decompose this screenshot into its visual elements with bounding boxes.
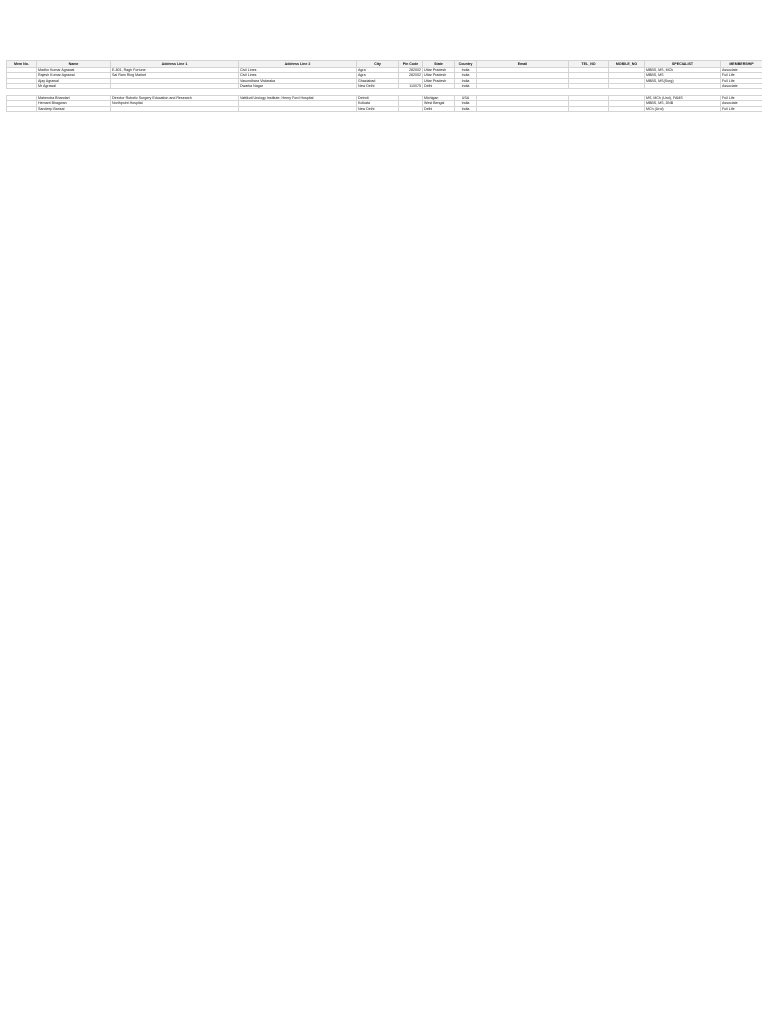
cell-a2: Civil Lines <box>239 68 357 73</box>
cell-state: Michigan <box>423 96 455 101</box>
cell-spec: MBBS, MS(Surg) <box>645 78 721 83</box>
cell-country: India <box>455 78 477 83</box>
col-header: Email <box>477 61 569 68</box>
col-header: State <box>423 61 455 68</box>
cell-city: New Delhi <box>357 106 399 111</box>
col-header: Address Line 2 <box>239 61 357 68</box>
col-header: Name <box>37 61 111 68</box>
cell-city: Agra <box>357 73 399 78</box>
cell-city: Agra <box>357 68 399 73</box>
cell-mem: Associate <box>721 101 763 106</box>
cell-a1: E-801, Ragh Fortune <box>111 68 239 73</box>
cell-no <box>7 106 37 111</box>
cell-a1 <box>111 106 239 111</box>
cell-spec: MS, MCh (Urol), FAMS <box>645 96 721 101</box>
col-header: Pin Code <box>399 61 423 68</box>
cell-state: Delhi <box>423 83 455 88</box>
cell-state: Delhi <box>423 106 455 111</box>
cell-a1: Director Robotic Surgery Education and Research <box>111 96 239 101</box>
cell-mem: Full Life <box>721 106 763 111</box>
cell-state: Uttar Pradesh <box>423 78 455 83</box>
cell-country: USA <box>455 96 477 101</box>
cell-name: Mr Agrawal <box>37 83 111 88</box>
cell-name: Rajesh Kumar Agrawal <box>37 73 111 78</box>
member-table <box>6 60 762 1005</box>
cell-city: Detroit <box>357 96 399 101</box>
cell-a2: Vattikuti Urology Institute, Henry Ford Hospital <box>239 96 357 101</box>
cell-country: India <box>455 106 477 111</box>
cell-pin: 110075 <box>399 83 423 88</box>
block-separator <box>7 89 763 96</box>
col-header: Mem No. <box>7 61 37 68</box>
cell-tel <box>569 106 609 111</box>
col-header: TEL_NO <box>569 61 609 68</box>
cell-state: West Bengal <box>423 101 455 106</box>
col-header: SPECIALIST <box>645 61 721 68</box>
col-header: MOBILE_NO <box>609 61 645 68</box>
header-row <box>7 61 763 68</box>
col-header: Address Line 1 <box>111 61 239 68</box>
table-row <box>7 106 763 111</box>
cell-mem: Full Life <box>721 96 763 101</box>
cell-pin: 282002 <box>399 73 423 78</box>
cell-a2: Vasundhara Vistaraka <box>239 78 357 83</box>
cell-mem: Associate <box>721 68 763 73</box>
cell-mem: Associate <box>721 83 763 88</box>
cell-a2 <box>239 106 357 111</box>
cell-city: Kolkata <box>357 101 399 106</box>
cell-a1: Northpoint Hospital <box>111 101 239 106</box>
col-header: MEMBERSHIP <box>721 61 763 68</box>
cell-country: India <box>455 83 477 88</box>
cell-name: Sandeep Bansal <box>37 106 111 111</box>
cell-email <box>477 106 569 111</box>
cell-name: Madhu Kumar Agrawal <box>37 68 111 73</box>
cell-state: Uttar Pradesh <box>423 68 455 73</box>
cell-country: India <box>455 68 477 73</box>
cell-a2: Civil Lines <box>239 73 357 78</box>
cell-mem: Full Life <box>721 73 763 78</box>
cell-country: India <box>455 73 477 78</box>
cell-a2: Dwarka Nagar <box>239 83 357 88</box>
cell-name: Hemant Bhagwan <box>37 101 111 106</box>
cell-pin <box>399 106 423 111</box>
cell-state: Uttar Pradesh <box>423 73 455 78</box>
cell-name: Mahendra Bhandari <box>37 96 111 101</box>
cell-spec: MBBS, MS <box>645 73 721 78</box>
cell-a1: Sai Ram Ring Market <box>111 73 239 78</box>
separator-cell <box>7 89 763 96</box>
col-header: Country <box>455 61 477 68</box>
cell-city: New Delhi <box>357 83 399 88</box>
cell-spec: MBBS, MS, MCh <box>645 68 721 73</box>
cell-pin: 282002 <box>399 68 423 73</box>
cell-mem: Full Life <box>721 78 763 83</box>
cell-spec: MCh (Urol) <box>645 106 721 111</box>
cell-country: India <box>455 101 477 106</box>
col-header: City <box>357 61 399 68</box>
cell-name: Ajay Agrawal <box>37 78 111 83</box>
cell-mob <box>609 106 645 111</box>
cell-city: Ghaziabad <box>357 78 399 83</box>
cell-spec: MBBS, MS, DNB <box>645 101 721 106</box>
